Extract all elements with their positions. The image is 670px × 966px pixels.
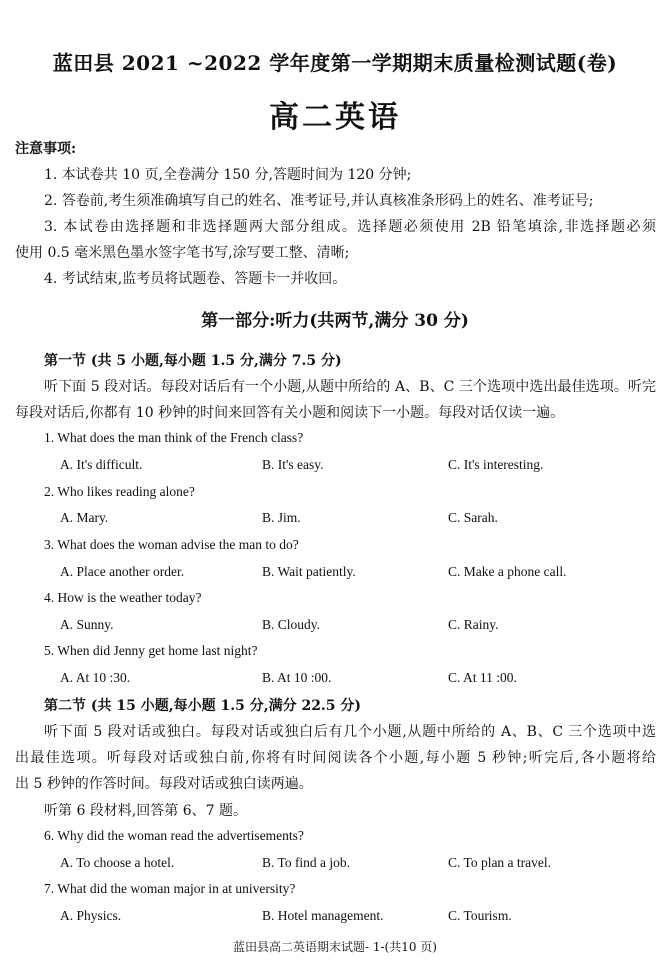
option-a: A. Physics. [60, 908, 122, 923]
section2-heading: 第二节 (共 15 小题,每小题 1.5 分,满分 22.5 分) [44, 698, 362, 714]
option-c: C. At 11 :00. [448, 670, 517, 685]
note-item: 2. 答卷前,考生须准确填写自己的姓名、准考证号,并认真核准条形码上的姓名、准考证号; [44, 193, 594, 209]
option-c: C. Tourism. [448, 908, 512, 923]
section2-instructions: 听下面 5 段对话或独白。每段对话或独白后有几个小题,从题中所给的 A、B、C 三个选项中选 [44, 724, 656, 740]
question-stem: 3. What does the woman advise the man to do? [44, 537, 299, 552]
option-a: A. Place another order. [60, 564, 185, 579]
option-b: B. Hotel management. [262, 908, 384, 923]
exam-title: 蓝田县 2021 ~2022 学年度第一学期期末质量检测试题(卷) [52, 51, 618, 75]
option-a: A. Sunny. [60, 617, 114, 632]
question-stem: 2. Who likes reading alone? [44, 484, 195, 499]
option-b: B. Wait patiently. [262, 564, 356, 579]
option-c: C. Make a phone call. [448, 564, 567, 579]
option-b: B. Jim. [262, 510, 301, 525]
option-b: B. To find a job. [262, 855, 351, 870]
question-stem: 7. What did the woman major in at university? [44, 881, 296, 896]
section2-instructions: 出最佳选项。听每段对话或独白前,你将有时间阅读各个小题,每小题 5 秒钟;听完后,各小题将给 [15, 750, 656, 766]
option-b: B. At 10 :00. [262, 670, 332, 685]
section1-instructions: 每段对话后,你都有 10 秒钟的时间来回答有关小题和阅读下一小题。每段对话仅读一遍。 [15, 405, 565, 421]
material-note: 听第 6 段材料,回答第 6、7 题。 [44, 803, 247, 819]
note-item: 4. 考试结束,监考员将试题卷、答题卡一并收回。 [44, 271, 347, 287]
option-a: A. Mary. [60, 510, 109, 525]
option-a: A. At 10 :30. [60, 670, 131, 685]
section1-instructions: 听下面 5 段对话。每段对话后有一个小题,从题中所给的 A、B、C 三个选项中选出最佳选项。听完 [44, 379, 656, 395]
question-stem: 4. How is the weather today? [44, 590, 202, 605]
option-a: A. To choose a hotel. [60, 855, 175, 870]
option-b: B. Cloudy. [262, 617, 321, 632]
part1-title: 第一部分:听力(共两节,满分 30 分) [201, 311, 469, 331]
question-stem: 1. What does the man think of the French class? [44, 430, 304, 445]
question-stem: 6. Why did the woman read the advertisements? [44, 828, 304, 843]
note-item: 3. 本试卷由选择题和非选择题两大部分组成。选择题必须使用 2B 铅笔填涂,非选择题必须 [44, 219, 656, 235]
question-stem: 5. When did Jenny get home last night? [44, 643, 258, 658]
subject-title: 高二英语 [269, 100, 401, 135]
option-c: C. Rainy. [448, 617, 499, 632]
option-b: B. It's easy. [262, 457, 324, 472]
option-c: C. To plan a travel. [448, 855, 552, 870]
page-footer: 蓝田县高二英语期末试题- 1-(共10 页) [232, 940, 437, 954]
section1-heading: 第一节 (共 5 小题,每小题 1.5 分,满分 7.5 分) [44, 353, 342, 369]
note-item: 使用 0.5 毫米黑色墨水签字笔书写,涂写要工整、清晰; [15, 245, 350, 261]
section2-instructions: 出 5 秒钟的作答时间。每段对话或独白读两遍。 [15, 776, 313, 792]
option-c: C. It's interesting. [448, 457, 544, 472]
notes-heading: 注意事项: [15, 141, 77, 157]
note-item: 1. 本试卷共 10 页,全卷满分 150 分,答题时间为 120 分钟; [44, 167, 412, 183]
option-c: C. Sarah. [448, 510, 498, 525]
option-a: A. It's difficult. [60, 457, 143, 472]
